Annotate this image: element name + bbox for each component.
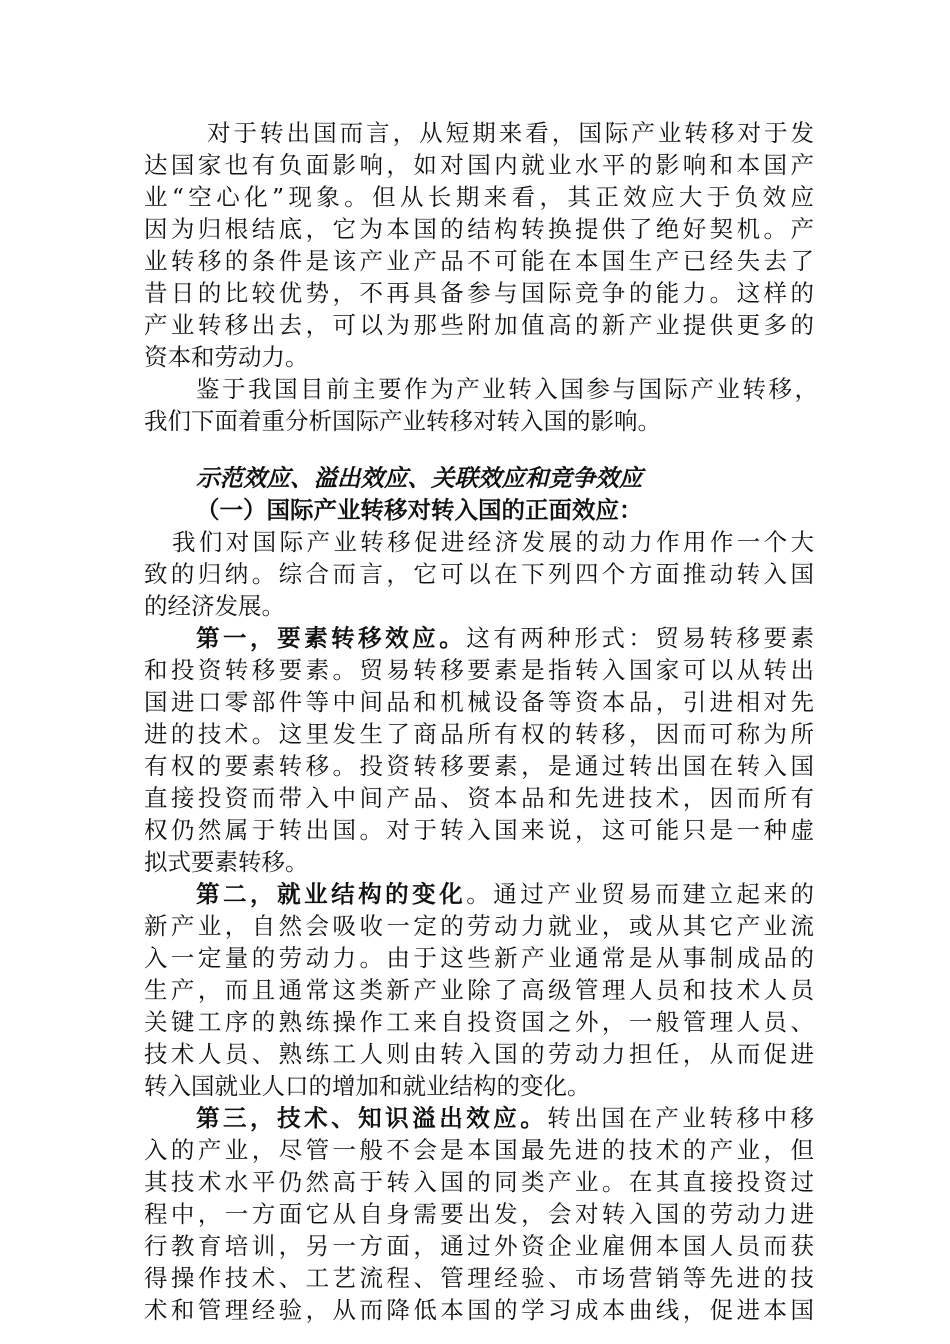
- paragraph-line: [144, 1261, 814, 1295]
- paragraph-line: [144, 276, 814, 310]
- line-text: 这有两种形式：贸易转移要素: [466, 624, 814, 652]
- line-text: 进的技术。这里发生了商品所有权的转移，因而可称为所: [144, 720, 814, 748]
- line-text: 示范效应、溢出效应、关联效应和竞争效应: [196, 464, 643, 492]
- paragraph-line: [144, 845, 814, 879]
- paragraph-line: [144, 557, 814, 591]
- line-text: 术和管理经验，从而降低本国的学习成本曲线，促进本国: [144, 1296, 814, 1324]
- paragraph-line: [144, 308, 814, 342]
- paragraph-line: [144, 212, 814, 246]
- line-text: 的经济发展。: [144, 592, 285, 620]
- paragraph-line: [196, 621, 814, 655]
- line-text: 我们对国际产业转移促进经济发展的动力作用作一个大: [172, 528, 814, 556]
- line-text: 和投资转移要素。贸易转移要素是指转入国家可以从转出: [144, 656, 814, 684]
- line-text: 直接投资而带入中间产品、资本品和先进技术，因而所有: [144, 784, 814, 812]
- line-text: 昔日的比较优势，不再具备参与国际竞争的能力。这样的: [144, 279, 814, 307]
- line-text: 对于转出国而言，从短期来看，国际产业转移对于发: [207, 119, 814, 147]
- paragraph-line: [144, 1037, 814, 1071]
- line-text: 拟式要素转移。: [144, 848, 309, 876]
- line-text: 有权的要素转移。投资转移要素，是通过转出国在转入国: [144, 752, 814, 780]
- line-text: 转出国在产业转移中移: [547, 1104, 814, 1132]
- paragraph-line: [144, 685, 814, 719]
- line-text: 业“空心化”现象。但从长期来看，其正效应大于负效应: [144, 183, 814, 211]
- paragraph-line: [144, 1069, 814, 1103]
- line-text: 得操作技术、工艺流程、管理经验、市场营销等先进的技: [144, 1264, 814, 1292]
- line-text: 鉴于我国目前主要作为产业转入国参与国际产业转移，: [196, 375, 818, 403]
- lead-phrase: 第二，就业结构的变化: [196, 880, 467, 908]
- line-text: 我们下面着重分析国际产业转移对转入国的影响。: [144, 407, 661, 435]
- lead-phrase: 第三，技术、知识溢出效应。: [196, 1104, 548, 1132]
- paragraph-line: [144, 244, 814, 278]
- line-text: 因为归根结底，它为本国的结构转换提供了绝好契机。产: [144, 215, 814, 243]
- line-text: 生产，而且通常这类新产业除了高级管理人员和技术人员: [144, 976, 814, 1004]
- paragraph-line: [144, 717, 814, 751]
- paragraph-line: [144, 1229, 814, 1263]
- lead-phrase: 第一，要素转移效应。: [196, 624, 467, 652]
- paragraph-line: [144, 340, 814, 374]
- paragraph-line: [144, 813, 814, 847]
- paragraph-line: [172, 525, 814, 559]
- line-text: 转入国就业人口的增加和就业结构的变化。: [144, 1072, 591, 1100]
- paragraph-line: [196, 372, 818, 406]
- paragraph-line: [144, 1197, 814, 1231]
- line-text: 入一定量的劳动力。由于这些新产业通常是从事制成品的: [144, 944, 814, 972]
- line-text: 业转移的条件是该产业产品不可能在本国生产已经失去了: [144, 247, 814, 275]
- section-subheading: [196, 461, 796, 495]
- line-text: 达国家也有负面影响，如对国内就业水平的影响和本国产: [144, 151, 814, 179]
- paragraph-line: [144, 1293, 814, 1327]
- paragraph-line: [207, 116, 814, 150]
- paragraph-line: [144, 589, 814, 623]
- line-text: 产业转移出去，可以为那些附加值高的新产业提供更多的: [144, 311, 814, 339]
- line-text: 。通过产业贸易而建立起来的: [466, 880, 814, 908]
- paragraph-line: [144, 1005, 814, 1039]
- paragraph-line: [196, 877, 814, 911]
- paragraph-line: [144, 1133, 814, 1167]
- line-text: 资本和劳动力。: [144, 343, 309, 371]
- line-text: 权仍然属于转出国。对于转入国来说，这可能只是一种虚: [144, 816, 814, 844]
- paragraph-line: [144, 404, 814, 438]
- line-text: （一）国际产业转移对转入国的正面效应：: [196, 496, 643, 524]
- line-text: 新产业，自然会吸收一定的劳动力就业，或从其它产业流: [144, 912, 814, 940]
- line-text: 行教育培训，另一方面，通过外资企业雇佣本国人员而获: [144, 1232, 814, 1260]
- line-text: 关键工序的熟练操作工来自投资国之外，一般管理人员、: [144, 1008, 814, 1036]
- paragraph-line: [144, 941, 814, 975]
- line-text: 致的归纳。综合而言，它可以在下列四个方面推动转入国: [144, 560, 814, 588]
- line-text: 入的产业，尽管一般不会是本国最先进的技术的产业，但: [144, 1136, 814, 1164]
- paragraph-line: [144, 1165, 814, 1199]
- paragraph-line: [144, 781, 814, 815]
- paragraph-line: [144, 973, 814, 1007]
- section-heading: [196, 493, 796, 527]
- paragraph-line: [144, 909, 814, 943]
- line-text: 技术人员、熟练工人则由转入国的劳动力担任，从而促进: [144, 1040, 814, 1068]
- paragraph-line: [144, 749, 814, 783]
- line-text: 其技术水平仍然高于转入国的同类产业。在其直接投资过: [144, 1168, 814, 1196]
- line-text: 程中，一方面它从自身需要出发，会对转入国的劳动力进: [144, 1200, 814, 1228]
- line-text: 国进口零部件等中间品和机械设备等资本品，引进相对先: [144, 688, 814, 716]
- paragraph-line: [144, 148, 814, 182]
- paragraph-line: [144, 180, 814, 214]
- paragraph-line: [196, 1101, 814, 1135]
- paragraph-line: [144, 653, 814, 687]
